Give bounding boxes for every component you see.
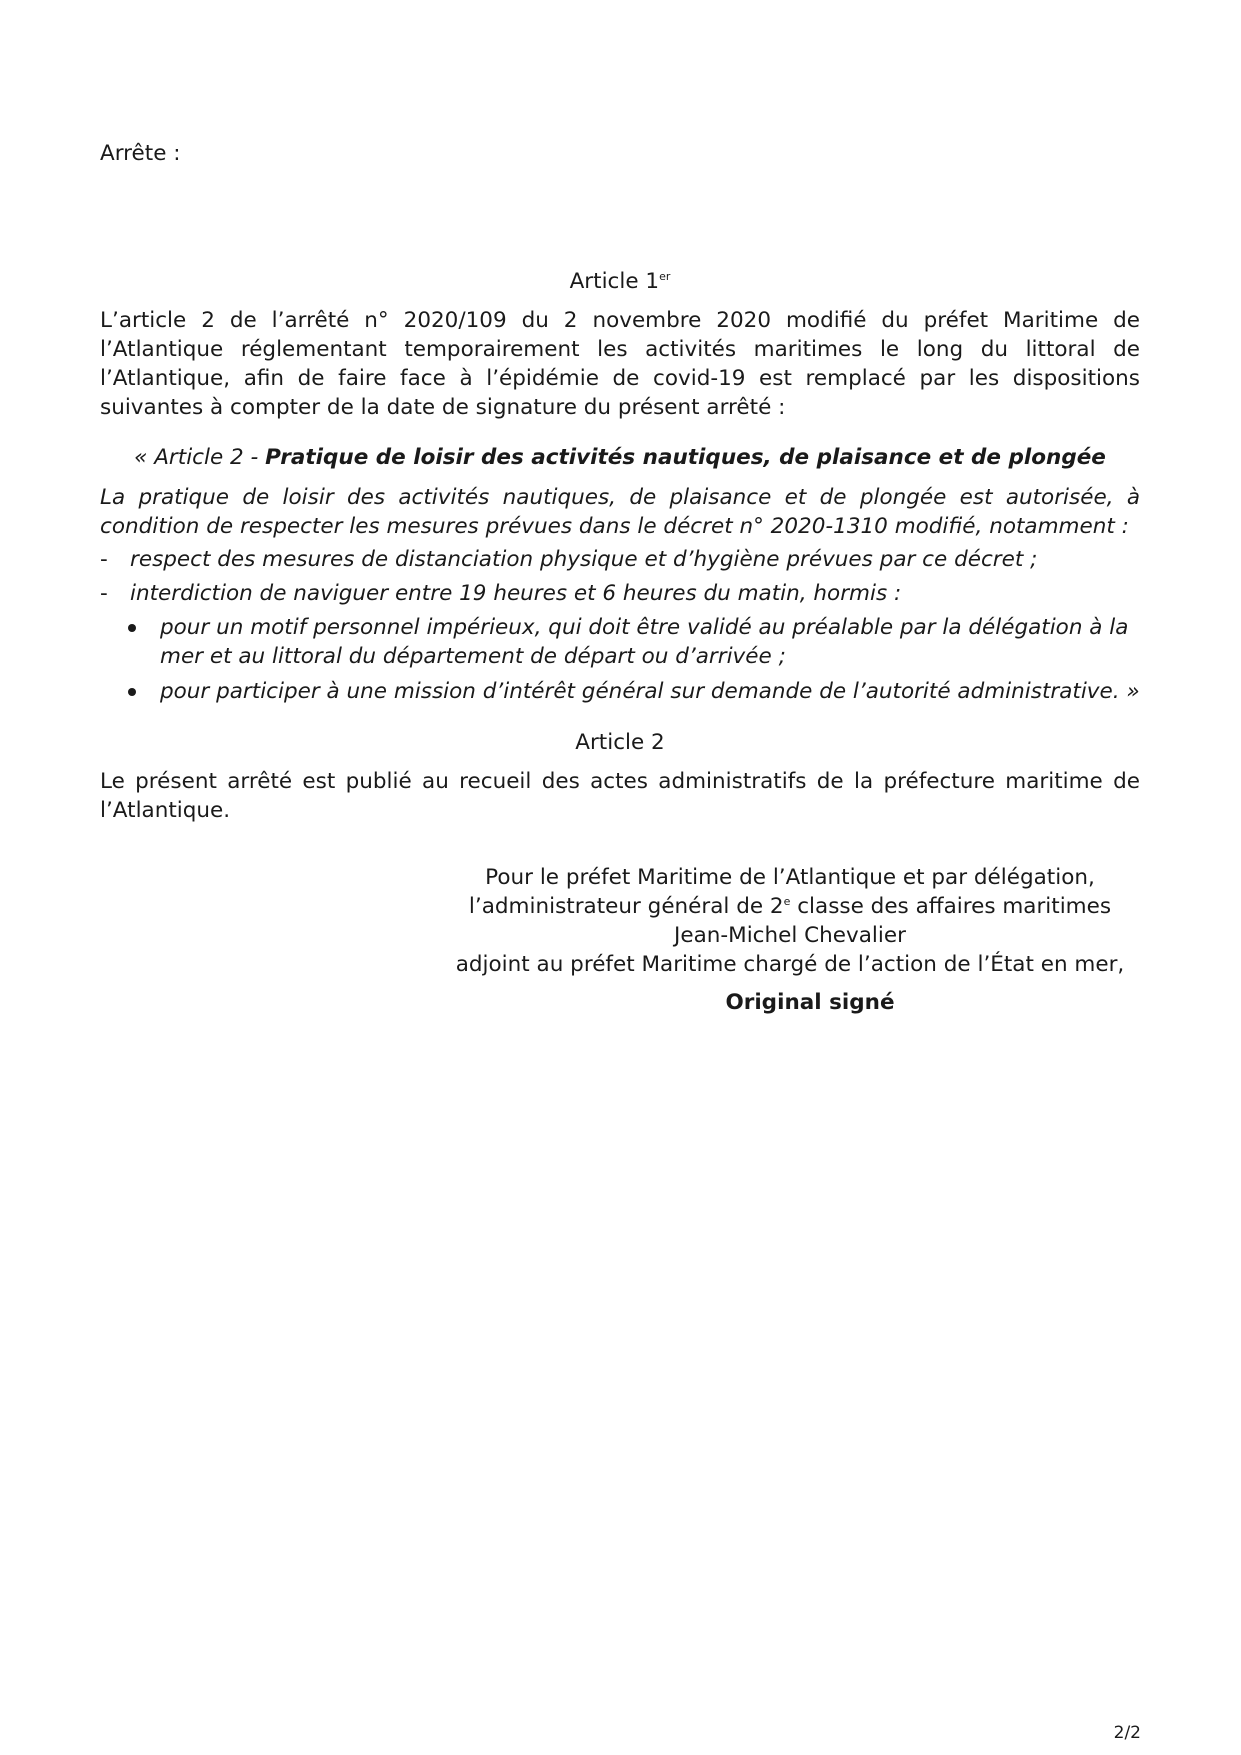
signature-line-1: Pour le préfet Maritime de l’Atlantique et par délégation, [485,865,1095,890]
signature-line-2-after: classe des affaires maritimes [790,894,1112,919]
bullet-item-text: pour un motif personnel impérieux, qui doit être validé au préalable par la délégation à la mer et au littoral du département de départ ou d’arrivée ; [160,615,1129,669]
article-1-title-sup: er [659,269,671,283]
dash-item-text: respect des mesures de distanciation physique et d’hygiène prévues par ce décret ; [130,547,1038,572]
original-signed-stamp: Original signé [725,990,895,1015]
signature-line-2-sup: e [783,894,791,908]
bullet-dot-icon [128,688,136,696]
signature-line-2 [440,892,1140,921]
dash-item-text: interdiction de naviguer entre 19 heures et 6 heures du matin, hormis : [130,581,902,606]
article-1-title: Article 1 [569,269,660,294]
quoted-article-title: Pratique de loisir des activités nautiques, de plaisance et de plongée [265,445,1106,470]
article-2-heading: Article 2 [575,730,665,755]
dash-marker: - [100,547,108,572]
bullet-item-text: pour participer à une mission d’intérêt général sur demande de l’autorité administrative. » [160,679,1140,704]
quoted-article-prefix: « Article 2 - [134,445,266,470]
dash-marker: - [100,581,108,606]
signatory-name: Jean-Michel Chevalier [674,923,906,948]
decree-label: Arrête : [100,141,181,166]
signature-line-4: adjoint au préfet Maritime chargé de l’action de l’État en mer, [455,952,1125,977]
article-1-body: L’article 2 de l’arrêté n° 2020/109 du 2 novembre 2020 modifié du préfet Maritime de l’Atlantique réglementant temporairement les activités maritimes le long du littoral de l’Atlantique, afin de faire face à l’épidémie de covid-19 est remplacé par les dispositions suivantes à compter de la date de signature du présent arrêté : [100,308,1140,420]
signature-line-2-before: l’administrateur général de 2 [468,894,784,919]
article-2-body: Le présent arrêté est publié au recueil des actes administratifs de la préfecture maritime de l’Atlantique. [100,769,1140,823]
page-number: 2/2 [1113,1723,1141,1743]
quoted-article-heading [100,443,1140,472]
article-1-heading [100,267,1140,296]
bullet-dot-icon [128,624,136,632]
quoted-article-intro: La pratique de loisir des activités nautiques, de plaisance et de plongée est autorisée, à condition de respecter les mesures prévues dans le décret n° 2020-1310 modifié, notamment : [100,485,1140,539]
